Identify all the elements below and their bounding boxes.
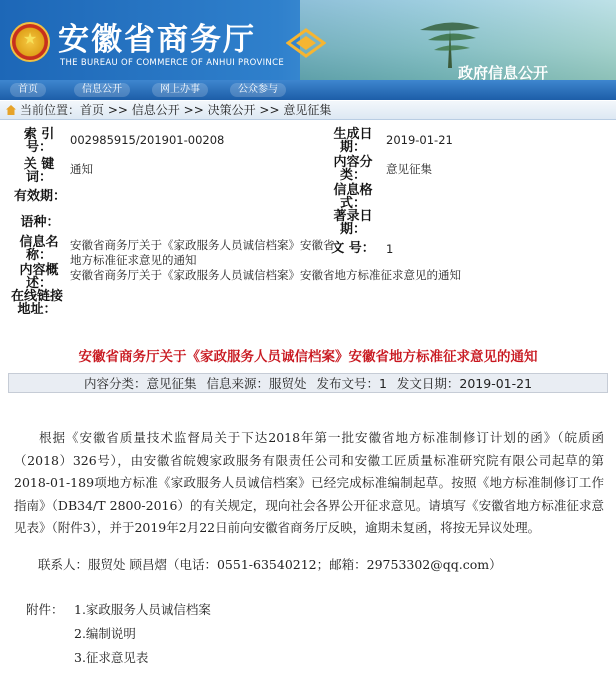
generated-date-value: 2019-01-21 [386, 133, 453, 147]
summary-label: 内容概述： [19, 263, 59, 291]
breadcrumb-item-home[interactable]: 首页 [80, 103, 105, 117]
doc-number-value: 1 [386, 242, 394, 256]
info-source: 信息来源：服贸处 [206, 376, 307, 391]
nav-item-info-public[interactable]: 信息公开 [74, 83, 130, 97]
article-body-paragraph: 根据《安徽省质量技术监督局关于下达2018年第一批安徽省地方标准制修订计划的函》（皖质函（2018）326号），由安徽省皖嫂家政服务有限责任公司和安徽工匠质量标准研究院有限公司起草的第2018-01-189项地方标准《家政服务人员诚信档案》已经完成标准编制起草。按照《地方标准制修订工作指南》（DB34/T 2800-2016）的有关规定，现向社会各界公开征求意见。请填写《安徽省地方标准征求意见表》（附件3），并于2019年2月22日前向安徽省商务厅反映，逾期未复函，将按无异议处理。 [14, 430, 604, 535]
main-nav [0, 80, 616, 100]
validity-label: 有效期： [13, 189, 66, 204]
breadcrumb-separator: >> [107, 103, 128, 117]
record-date-label: 著录日期： [333, 209, 373, 237]
generated-date-label: 生成日期： [333, 127, 373, 155]
breadcrumb-item-opinion-collection[interactable]: 意见征集 [283, 103, 332, 117]
article-contact: 联系人：服贸处 顾昌熠（电话：0551-63540212；邮箱：29753302@qq.com） [38, 557, 502, 572]
attachment-item[interactable]: 2.编制说明 [74, 626, 136, 641]
content-category-label: 内容分类： [333, 155, 373, 183]
article-info-bar [8, 373, 608, 393]
nav-item-home[interactable]: 首页 [10, 83, 46, 97]
online-link-label: 在线链接地址： [10, 289, 63, 317]
breadcrumb-label: 当前位置： [20, 103, 81, 117]
pine-tree-illustration [410, 8, 490, 68]
site-banner [0, 0, 616, 80]
document-meta-table [0, 122, 616, 320]
info-format-label: 信息格式： [333, 183, 373, 211]
info-doc-number: 发布文号：1 [316, 376, 387, 391]
nav-item-public-participation[interactable]: 公众参与 [230, 83, 286, 97]
language-label: 语种： [20, 215, 60, 230]
index-label: 索 引 号： [23, 127, 55, 155]
breadcrumb [0, 101, 616, 120]
breadcrumb-item-decision-public[interactable]: 决策公开 [207, 103, 256, 117]
national-emblem-icon [10, 22, 50, 62]
section-name: 政府信息公开 [458, 64, 549, 80]
nav-item-online-service[interactable]: 网上办事 [152, 83, 208, 97]
home-icon [6, 105, 16, 115]
site-title: 安徽省商务厅 [58, 22, 256, 58]
breadcrumb-item-info-public[interactable]: 信息公开 [131, 103, 180, 117]
site-subtitle: THE BUREAU OF COMMERCE OF ANHUI PROVINCE [60, 58, 284, 68]
commerce-logo-icon [286, 28, 326, 58]
attachment-item[interactable]: 1.家政服务人员诚信档案 [74, 602, 211, 617]
content-category-value: 意见征集 [386, 162, 432, 176]
index-value: 002985915/201901-00208 [70, 133, 225, 147]
info-category: 内容分类：意见征集 [83, 376, 197, 391]
info-name-value: 安徽省商务厅关于《家政服务人员诚信档案》安徽省地方标准征求意见的通知 [70, 238, 335, 267]
info-date: 发文日期：2019-01-21 [396, 376, 533, 391]
breadcrumb-separator: >> [183, 103, 204, 117]
summary-value: 安徽省商务厅关于《家政服务人员诚信档案》安徽省地方标准征求意见的通知 [70, 268, 461, 282]
keywords-label: 关 键 词： [23, 157, 55, 185]
keywords-value: 通知 [70, 162, 93, 176]
breadcrumb-separator: >> [259, 103, 280, 117]
article-title: 安徽省商务厅关于《家政服务人员诚信档案》安徽省地方标准征求意见的通知 [78, 349, 538, 365]
attachments-label: 附件： [26, 602, 64, 617]
doc-number-label: 文 号： [331, 241, 375, 256]
attachment-item[interactable]: 3.征求意见表 [74, 650, 149, 665]
info-name-label: 信息名称： [19, 235, 59, 263]
